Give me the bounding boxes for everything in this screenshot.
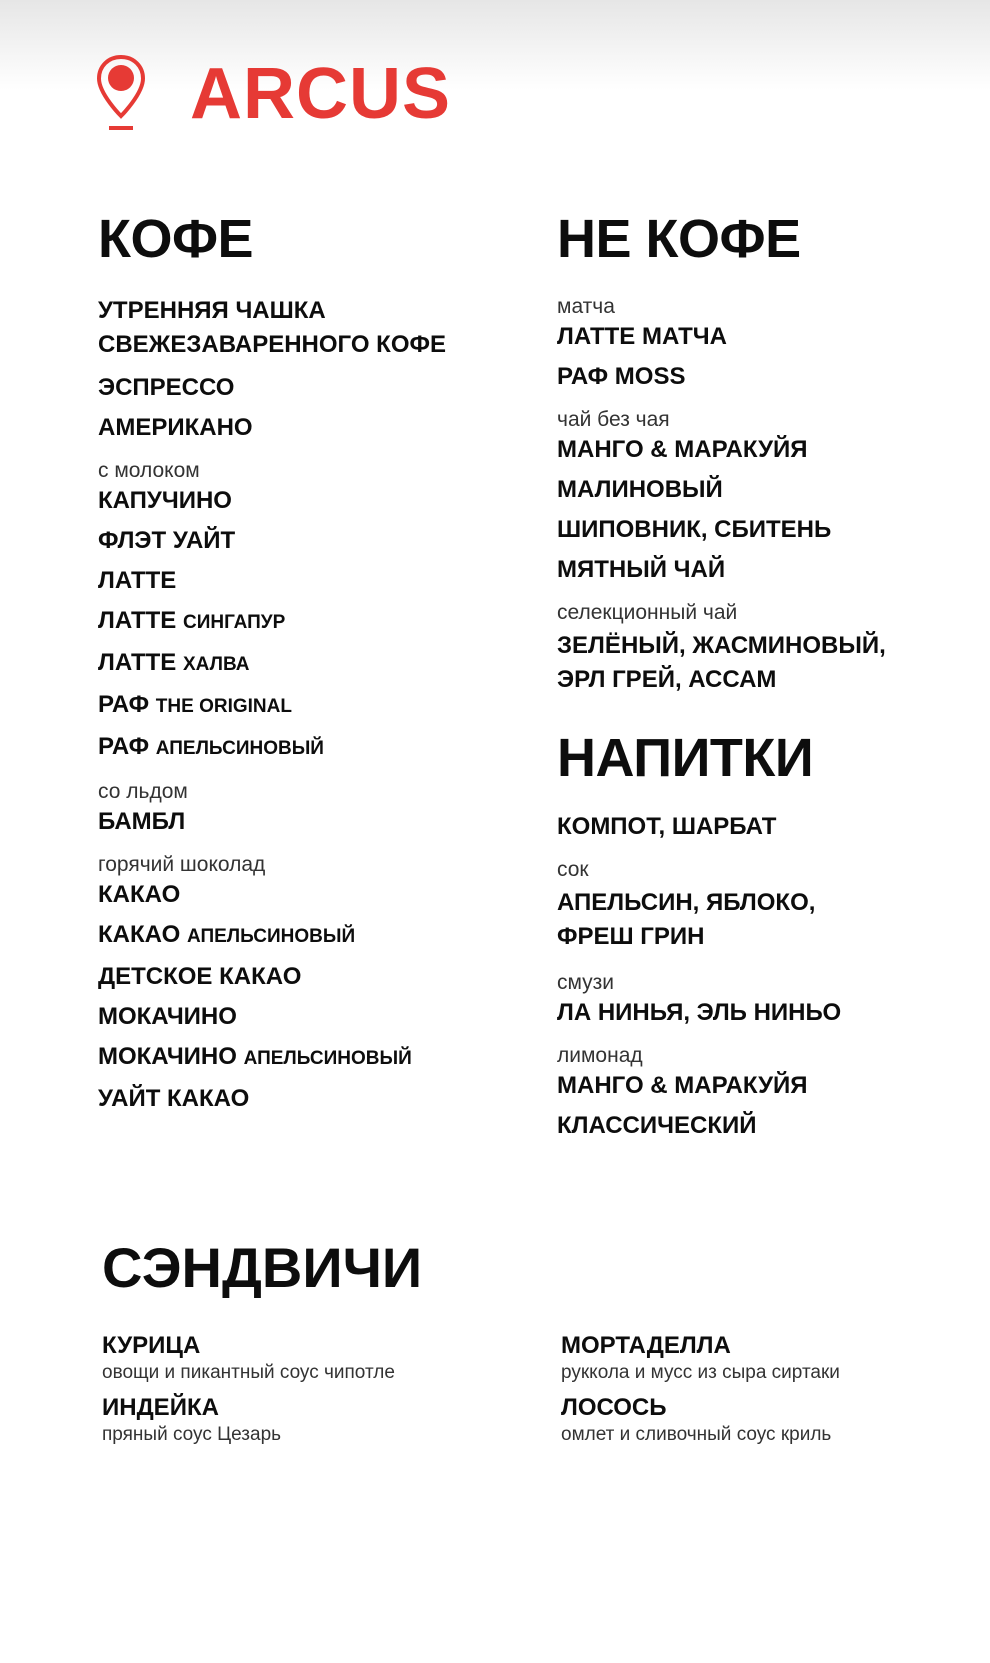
menu-item-name: ЛАТТЕ <box>98 607 177 634</box>
menu-item <box>98 691 528 721</box>
group-subtitle: селекционный чай <box>557 601 738 624</box>
menu-item-name: КАКАО <box>98 881 181 908</box>
menu-item-name: ЛАТТЕ МАТЧА <box>557 323 727 350</box>
menu-item <box>557 1072 977 1100</box>
menu-item-name: РАФ MOSS <box>557 363 686 390</box>
menu-item-name: АМЕРИКАНО <box>98 414 253 441</box>
menu-item-variant: АПЕЛЬСИНОВЫЙ <box>155 738 324 759</box>
drinks-heading: НАПИТКИ <box>557 728 814 788</box>
group-subtitle: горячий шоколад <box>98 853 266 876</box>
group-subtitle: смузи <box>557 971 615 994</box>
menu-item-name: МОКАЧИНО <box>98 1043 237 1070</box>
menu-item-name: КЛАССИЧЕСКИЙ <box>557 1112 757 1139</box>
menu-item <box>98 567 528 595</box>
menu-item <box>98 487 528 515</box>
menu-item <box>557 323 977 351</box>
sandwich-description: руккола и мусс из сыра сиртаки <box>561 1362 840 1383</box>
brand-name: ARCUS <box>190 54 452 134</box>
menu-item <box>557 363 977 391</box>
menu-item-name: БАМБЛ <box>98 808 186 835</box>
menu-item <box>557 886 977 954</box>
menu-item-line: АПЕЛЬСИН, ЯБЛОКО, <box>557 889 816 916</box>
sandwich-name: ИНДЕЙКА <box>102 1394 219 1421</box>
menu-item <box>98 527 528 555</box>
menu-item <box>98 733 528 763</box>
menu-item <box>98 808 528 836</box>
menu-item-name: КОМПОТ, ШАРБАТ <box>557 813 777 840</box>
menu-item <box>98 649 528 679</box>
menu-item-name: ЛА НИНЬЯ, ЭЛЬ НИНЬО <box>557 999 842 1026</box>
menu-item <box>557 436 977 464</box>
coffee-groups <box>98 294 528 1113</box>
group-subtitle: с молоком <box>98 459 200 482</box>
menu-item <box>557 813 977 841</box>
not-coffee-heading: НЕ КОФЕ <box>557 209 801 269</box>
menu-item-variant: ХАЛВА <box>182 654 250 675</box>
menu-item-line: УТРЕННЯЯ ЧАШКА <box>98 297 326 324</box>
menu-item <box>98 374 528 402</box>
group-subtitle: матча <box>557 295 615 318</box>
sandwich-item <box>102 1331 561 1385</box>
menu-item-name: ФЛЭТ УАЙТ <box>98 527 236 554</box>
menu-item-line: ФРЕШ ГРИН <box>557 923 705 950</box>
sandwich-description: омлет и сливочный соус криль <box>561 1424 832 1445</box>
menu-item <box>557 476 977 504</box>
menu-group <box>98 779 528 836</box>
menu-item-name: ЛАТТЕ <box>98 567 177 594</box>
menu-item <box>98 963 528 991</box>
menu-item-name: КАКАО <box>98 921 181 948</box>
sandwich-item <box>561 1393 961 1447</box>
menu-item-name: РАФ <box>98 691 150 718</box>
menu-item-variant: АПЕЛЬСИНОВЫЙ <box>243 1048 412 1069</box>
sandwiches-grid <box>102 1331 962 1447</box>
menu-item-variant: СИНГАПУР <box>182 612 286 633</box>
menu-item-line: ЗЕЛЁНЫЙ, ЖАСМИНОВЫЙ, <box>557 632 886 659</box>
menu-group <box>98 852 528 1113</box>
menu-item-name: ЛАТТЕ <box>98 649 177 676</box>
menu-item <box>98 1003 528 1031</box>
sandwich-description: овощи и пикантный соус чипотле <box>102 1362 395 1383</box>
menu-group <box>557 407 977 584</box>
menu-item-name: КАПУЧИНО <box>98 487 232 514</box>
menu-item <box>98 294 528 362</box>
group-subtitle: лимонад <box>557 1044 643 1067</box>
sandwiches-heading: СЭНДВИЧИ <box>102 1236 423 1299</box>
menu-item-name: УАЙТ КАКАО <box>98 1085 250 1112</box>
menu-item-name: МАНГО & МАРАКУЙЯ <box>557 1072 808 1099</box>
menu-group <box>557 294 977 391</box>
menu-item <box>98 414 528 442</box>
menu-item <box>98 1085 528 1113</box>
menu-item-name: МАЛИНОВЫЙ <box>557 476 723 503</box>
group-subtitle: чай без чая <box>557 408 670 431</box>
menu-item-name: ШИПОВНИК, СБИТЕНЬ <box>557 516 832 543</box>
menu-item <box>98 1043 528 1073</box>
coffee-heading: КОФЕ <box>98 209 254 269</box>
menu-group <box>557 813 977 841</box>
menu-item <box>98 607 528 637</box>
menu-item <box>557 629 977 697</box>
coffee-column <box>98 209 528 1125</box>
menu-item-line: СВЕЖЕЗАВАРЕННОГО КОФЕ <box>98 331 446 358</box>
menu-group <box>557 970 977 1027</box>
menu-item <box>557 999 977 1027</box>
sandwich-name: ЛОСОСЬ <box>561 1394 667 1421</box>
sandwich-name: МОРТАДЕЛЛА <box>561 1332 731 1359</box>
menu-item <box>557 516 977 544</box>
menu-item-line: ЭРЛ ГРЕЙ, АССАМ <box>557 666 777 693</box>
menu-item-name: МАНГО & МАРАКУЙЯ <box>557 436 808 463</box>
menu-item <box>98 921 528 951</box>
menu-item-name: ДЕТСКОЕ КАКАО <box>98 963 302 990</box>
menu-item <box>98 881 528 909</box>
sandwich-item <box>102 1393 561 1447</box>
sandwich-item <box>561 1331 961 1385</box>
menu-group <box>557 857 977 954</box>
menu-item-name: МЯТНЫЙ ЧАЙ <box>557 556 726 583</box>
menu-group <box>98 294 528 442</box>
menu-group <box>557 1043 977 1140</box>
menu-item-variant: THE ORIGINAL <box>155 696 292 717</box>
menu-item-name: ЭСПРЕССО <box>98 374 235 401</box>
menu-item <box>557 1112 977 1140</box>
sandwich-description: пряный соус Цезарь <box>102 1424 282 1445</box>
location-pin-icon <box>96 54 146 134</box>
menu-group <box>98 458 528 763</box>
group-subtitle: со льдом <box>98 780 188 803</box>
menu-item-variant: АПЕЛЬСИНОВЫЙ <box>186 926 356 947</box>
group-subtitle: сок <box>557 858 589 881</box>
not-coffee-column <box>557 209 977 1152</box>
menu-item <box>557 556 977 584</box>
sandwich-name: КУРИЦА <box>102 1332 201 1359</box>
brand-header <box>96 54 451 134</box>
menu-group <box>557 600 977 697</box>
menu-item-name: РАФ <box>98 733 150 760</box>
not-coffee-groups <box>557 294 977 697</box>
menu-item-name: МОКАЧИНО <box>98 1003 237 1030</box>
drinks-groups <box>557 813 977 1140</box>
